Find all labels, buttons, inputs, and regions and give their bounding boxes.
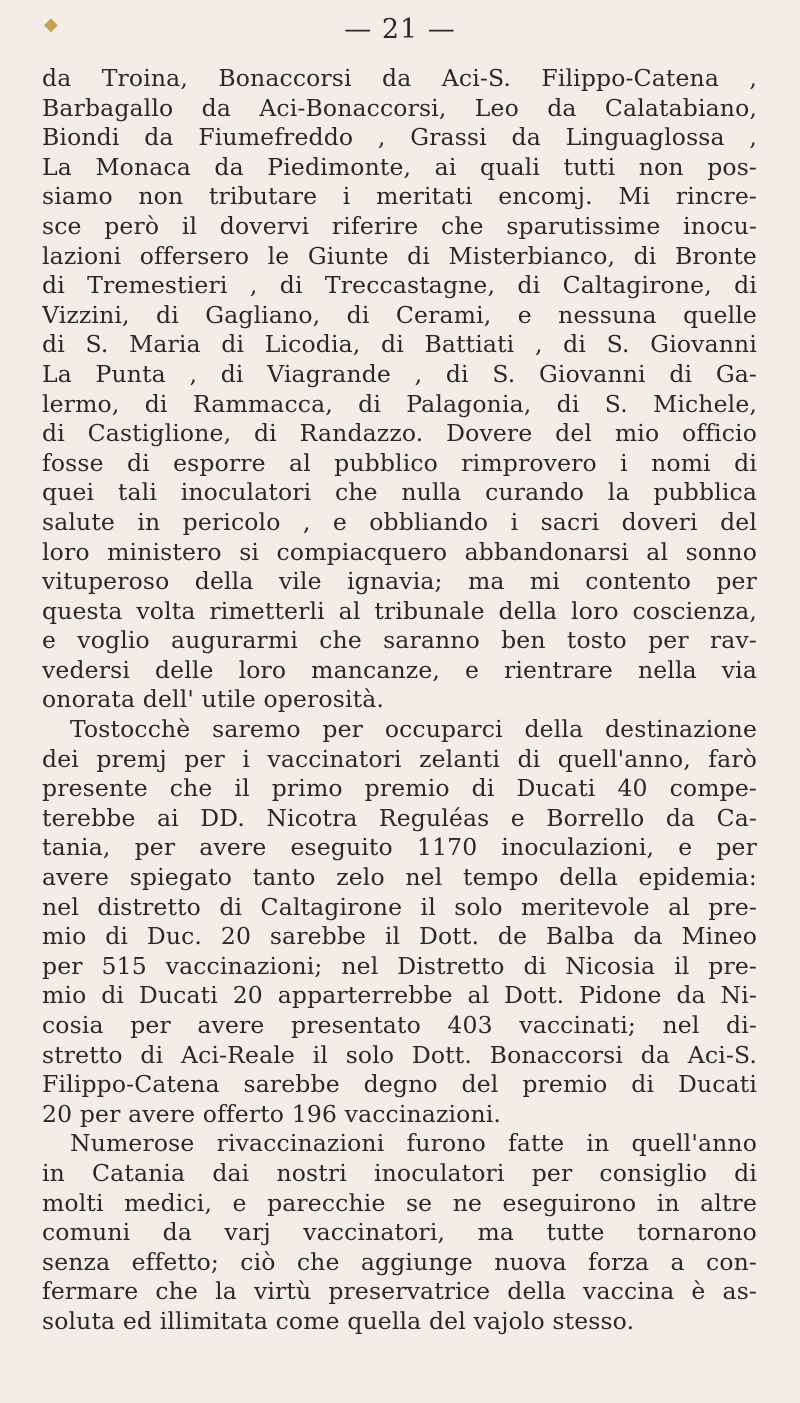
text-line: Barbagallo da Aci-Bonaccorsi, Leo da Calatabiano, — [42, 93, 757, 122]
text-line: dei premj per i vaccinatori zelanti di quell'anno, farò — [42, 744, 757, 773]
text-line: senza effetto; ciò che aggiunge nuova forza a con- — [42, 1247, 757, 1276]
text-line: siamo non tributare i meritati encomj. Mi rincre- — [42, 182, 757, 211]
text-line: di Tremestieri , di Treccastagne, di Caltagirone, di — [42, 271, 757, 300]
text-line: 20 per avere offerto 196 vaccinazioni. — [42, 1099, 502, 1128]
text-line: Biondi da Fiumefreddo , Grassi da Linguaglossa , — [42, 123, 757, 152]
text-line: La Punta , di Viagrande , di S. Giovanni di Ga- — [42, 359, 757, 388]
text-line: Filippo-Catena sarebbe degno del premio di Ducati — [42, 1070, 757, 1099]
text-line: onorata dell' utile operosità. — [42, 685, 384, 714]
text-line: soluta ed illimitata come quella del vajolo stesso. — [42, 1306, 635, 1335]
text-line: lazioni offersero le Giunte di Misterbianco, di Bronte — [42, 241, 757, 270]
text-line: loro ministero si compiacquero abbandonarsi al sonno — [42, 537, 757, 566]
text-line: Vizzini, di Gagliano, di Cerami, e nessuna quelle — [42, 300, 757, 329]
text-line: presente che il primo premio di Ducati 40 compe- — [42, 774, 757, 803]
text-line: in Catania dai nostri inoculatori per consiglio di — [42, 1158, 757, 1187]
text-line: Tostocchè saremo per occuparci della destinazione — [70, 715, 757, 744]
text-line: lermo, di Rammacca, di Palagonia, di S. Michele, — [42, 389, 757, 418]
body-text — [42, 64, 757, 1337]
text-line: terebbe ai DD. Nicotra Reguléas e Borrello da Ca- — [42, 803, 757, 832]
text-line: sce però il dovervi riferire che sparutissime inocu- — [42, 211, 757, 240]
text-line: fosse di esporre al pubblico rimprovero i nomi di — [42, 448, 757, 477]
text-line: comuni da varj vaccinatori, ma tutte tornarono — [42, 1218, 757, 1247]
text-line: di S. Maria di Licodia, di Battiati , di S. Giovanni — [42, 330, 757, 359]
text-line: questa volta rimetterli al tribunale della loro coscienza, — [42, 596, 757, 625]
text-line: nel distretto di Caltagirone il solo meritevole al pre- — [42, 892, 757, 921]
text-line: mio di Duc. 20 sarebbe il Dott. de Balba da Mineo — [42, 922, 757, 951]
ink-mark: ◆ — [44, 14, 58, 35]
page-number-header: — 21 — — [344, 14, 456, 45]
text-line: e voglio augurarmi che saranno ben tosto per rav- — [42, 626, 757, 655]
text-line: molti medici, e parecchie se ne eseguirono in altre — [42, 1188, 757, 1217]
text-line: Numerose rivaccinazioni furono fatte in quell'anno — [70, 1129, 757, 1158]
text-line: avere spiegato tanto zelo nel tempo della epidemia: — [42, 863, 757, 892]
text-line: fermare che la virtù preservatrice della vaccina è as- — [42, 1277, 757, 1306]
text-line: vituperoso della vile ignavia; ma mi contento per — [42, 567, 757, 596]
text-line: cosia per avere presentato 403 vaccinati; nel di- — [42, 1011, 757, 1039]
text-line: tania, per avere eseguito 1170 inoculazioni, e per — [42, 833, 757, 862]
text-line: per 515 vaccinazioni; nel Distretto di Nicosia il pre- — [42, 951, 757, 980]
text-line: vedersi delle loro mancanze, e rientrare nella via — [42, 655, 757, 684]
text-line: salute in pericolo , e obbliando i sacri doveri del — [42, 507, 757, 536]
text-line: di Castiglione, di Randazzo. Dovere del mio officio — [42, 419, 757, 448]
text-line: mio di Ducati 20 apparterrebbe al Dott. Pidone da Ni- — [42, 981, 757, 1010]
text-line: stretto di Aci-Reale il solo Dott. Bonaccorsi da Aci-S. — [42, 1040, 757, 1069]
text-line: La Monaca da Piedimonte, ai quali tutti non pos- — [42, 152, 757, 181]
text-line: quei tali inoculatori che nulla curando la pubblica — [42, 478, 757, 507]
text-line: da Troina, Bonaccorsi da Aci-S. Filippo-Catena , — [42, 64, 757, 92]
